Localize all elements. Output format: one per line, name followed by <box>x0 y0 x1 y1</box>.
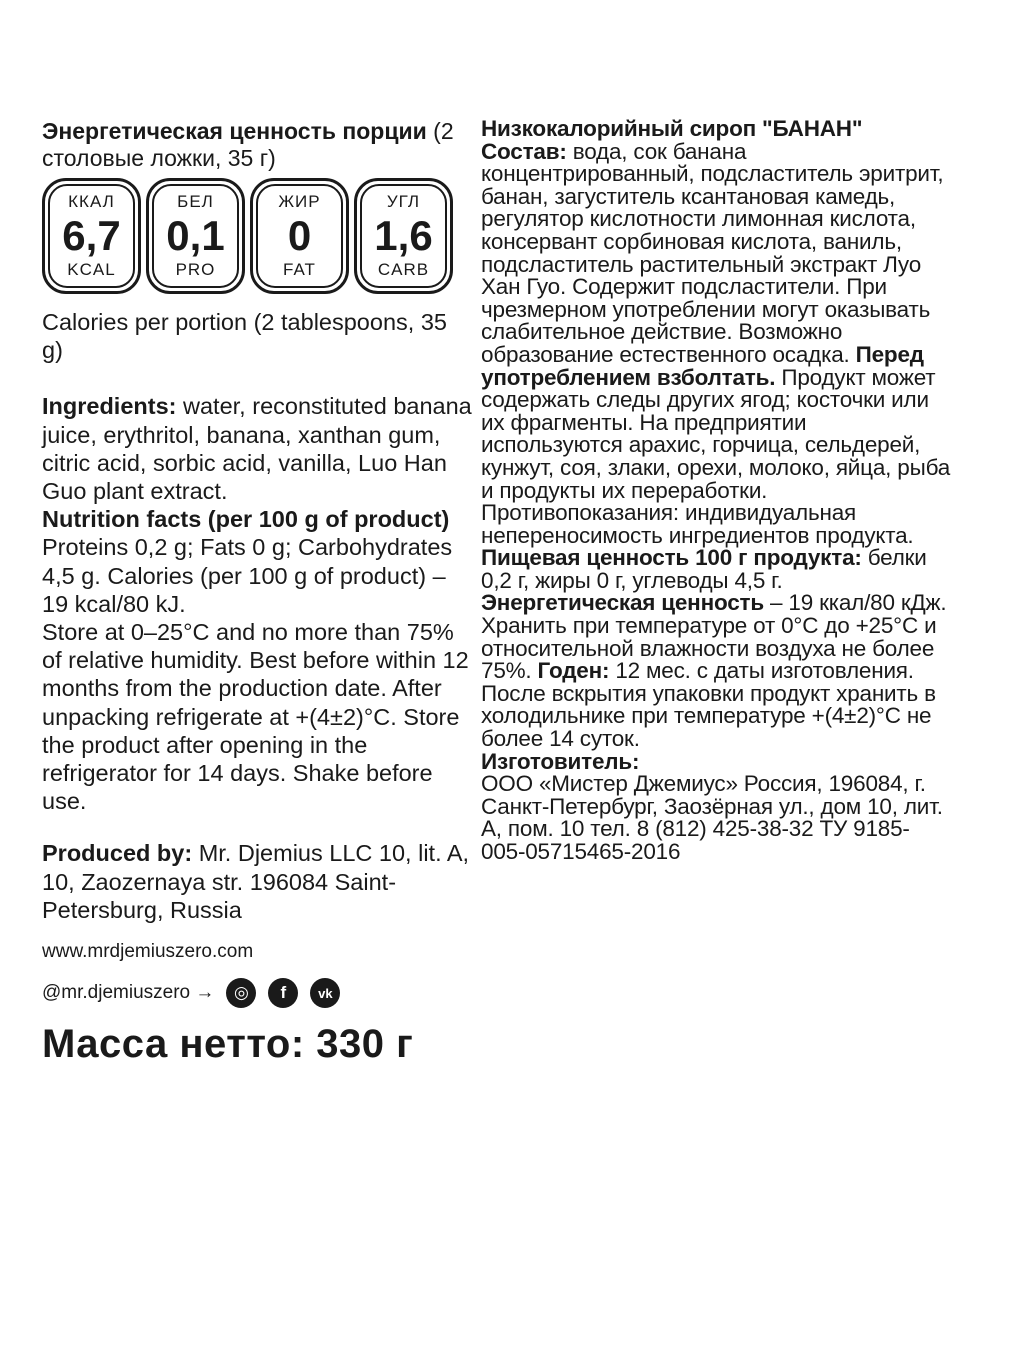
nutrition-facts-en: Proteins 0,2 g; Fats 0 g; Carbohydrates 4,5 g. Calories (per 100 g of product) – 19 kcal/80 kJ. <box>42 534 453 617</box>
manufacturer-title-ru: Изготовитель: <box>481 748 640 774</box>
composition-ru: Состав: вода, сок банана концентрированный, подсластитель эритрит, банан, загуститель ксантановая камедь, регулятор кислотности лимонная кислота, консервант сорбиновая кислота, ваниль, подсластитель растительный экстракт Луо Хан Гуо. Содержит подсластители. При чрезмерном употреблении могут оказывать слабительное действие. Возможно образование естественного осадка. Перед употреблением взболтать. Продукт может содержать следы других ягод; косточки или их фрагменты. На предприятии используются арахис, горчица, сельдерей, кунжут, соя, злаки, орехи, молоко, яйца, рыба и продукты их переработки. Противопоказания: индивидуальная непереносимость ингредиентов продукта. <box>481 138 951 548</box>
calories-per-portion: Calories per portion (2 tablespoons, 35 g) <box>42 309 447 364</box>
nutrition-ru: Пищевая ценность 100 г продукта: белки 0,2 г, жиры 0 г, углеводы 4,5 г. Энергетическая ценность – 19 ккал/80 кДж. Хранить при температуре от 0°C до +25°C и относительной влажности воздуха не более 75%. Годен: 12 мес. с даты изготовления. После вскрытия упаковки продукт хранить в холодильнике при температуре +(4±2)°C не более 14 суток. <box>481 545 947 752</box>
badge-fat: ЖИР 0 FAT <box>250 178 349 294</box>
badge-protein: БЕЛ 0,1 PRO <box>146 178 245 294</box>
produced-by: Produced by: Mr. Djemius LLC 10, lit. A, 10, Zaozernaya str. 196084 Saint-Petersburg, Russia <box>42 840 470 923</box>
energy-portion-title: Энергетическая ценность порции (2 столовые ложки, 35 г) <box>42 118 454 171</box>
social-handle[interactable]: @mr.djemiuszero → <box>42 982 215 1004</box>
badge-carb: УГЛ 1,6 CARB <box>354 178 453 294</box>
english-column <box>42 118 472 1067</box>
vk-icon[interactable]: vk <box>310 978 340 1008</box>
product-title-ru: Низкокалорийный сироп "БАНАН" <box>481 116 863 141</box>
badge-kcal: ККАЛ 6,7 KCAL <box>42 178 141 294</box>
website-link[interactable]: www.mrdjemiuszero.com <box>42 941 254 963</box>
net-weight: Масса нетто: 330 г <box>42 1022 414 1067</box>
nutrition-facts-title: Nutrition facts (per 100 g of product) <box>42 506 450 533</box>
manufacturer-ru: ООО «Мистер Джемиус» Россия, 196084, г. Санкт-Петербург, Заозёрная ул., дом 10, лит. А, пом. 10 тел. 8 (812) 425-38-32 ТУ 9185-005-05715465-2016 <box>481 771 943 864</box>
russian-column <box>481 118 951 864</box>
storage-en: Store at 0–25°C and no more than 75% of relative humidity. Best before within 12 months from the production date. After unpacking refrigerate at +(4±2)°C. Store the product after opening in the refrigerator for 14 days. Shake before use. <box>42 619 469 815</box>
ingredients-en: Ingredients: water, reconstituted banana juice, erythritol, banana, xanthan gum, citric acid, sorbic acid, vanilla, Luo Han Guo plant extract. <box>42 393 472 505</box>
nutrition-badges <box>42 178 472 294</box>
social-row <box>42 978 472 1008</box>
instagram-icon[interactable]: ◎ <box>226 978 256 1008</box>
facebook-icon[interactable]: f <box>268 978 298 1008</box>
